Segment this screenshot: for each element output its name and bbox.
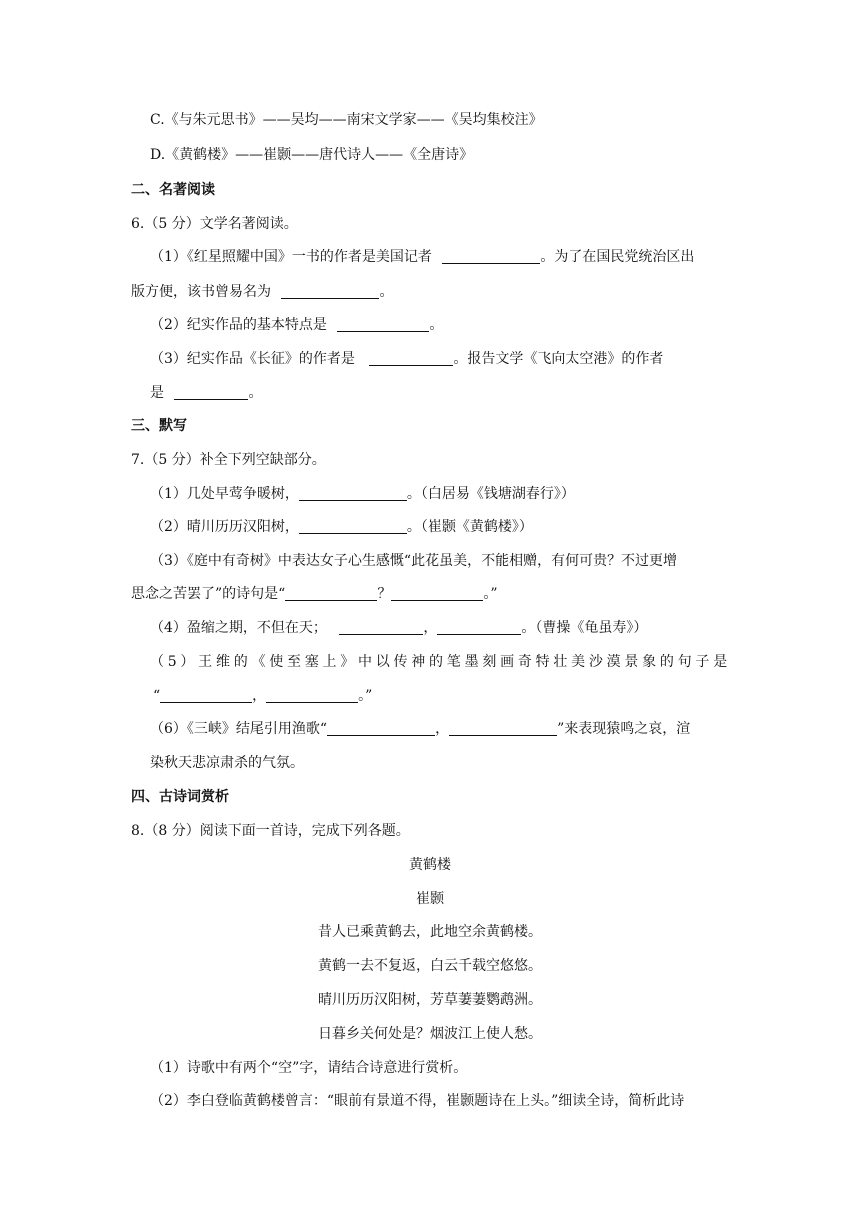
poem-author: 崔颢 <box>416 891 444 907</box>
answer-blank[interactable] <box>174 385 248 400</box>
poem-line: 黄鹤一去不复返，白云千载空悠悠。 <box>318 958 542 974</box>
poem-title: 黄鹤楼 <box>409 857 451 873</box>
answer-blank[interactable] <box>299 519 407 534</box>
answer-blank[interactable] <box>437 620 521 635</box>
q7-part-5-cont: “ ， 。” <box>153 688 373 704</box>
q7-part-3: （3）《庭中有奇树》中表达女子心生感慨“此花虽美，不能相赠，有何可贵？不过更增 <box>150 553 678 569</box>
answer-blank[interactable] <box>266 688 358 703</box>
q6-part-1: （1）《红星照耀中国》一书的作者是美国记者 。为了在国民党统治区出 <box>150 249 695 265</box>
q8-sub-2: （2）李白登临黄鹤楼曾言：“眼前有景道不得，崔颢题诗在上头。”细读全诗，简析此诗 <box>150 1093 685 1109</box>
answer-blank[interactable] <box>337 317 429 332</box>
q7-part-2: （2）晴川历历汉阳树， 。（崔颢《黄鹤楼》） <box>150 519 533 535</box>
answer-blank[interactable] <box>369 351 453 366</box>
q8-sub-1: （1）诗歌中有两个“空”字，请结合诗意进行赏析。 <box>150 1060 468 1076</box>
poem-line: 晴川历历汉阳树，芳草萋萋鹦鹉洲。 <box>318 992 542 1008</box>
q6-part-3-cont: 是 。 <box>150 385 263 401</box>
q7-part-4: （4）盈缩之期，不但在天； ， 。（曹操《龟虽寿》） <box>150 620 648 636</box>
option-d: D.《黄鹤楼》——崔颢——唐代诗人——《全唐诗》 <box>150 147 474 163</box>
answer-blank[interactable] <box>449 721 557 736</box>
answer-blank[interactable] <box>281 284 379 299</box>
q7-part-5: （5）王维的《使至塞上》中以传神的笔墨刻画奇特壮美沙漠景象的句子是 <box>150 654 730 670</box>
q7-part-6-cont: 染秋天悲凉肃杀的气氛。 <box>150 755 304 771</box>
question-6-stem: 6.（5 分）文学名著阅读。 <box>131 216 298 232</box>
q7-part-3-cont: 思念之苦罢了”的诗句是“ ？ 。” <box>131 586 498 602</box>
poem-line: 日暮乡关何处是？烟波江上使人愁。 <box>318 1026 542 1042</box>
q7-part-6: （6）《三峡》结尾引用渔歌“ ， ”来表现猿鸣之哀，渲 <box>150 721 691 737</box>
answer-blank[interactable] <box>391 586 483 601</box>
answer-blank[interactable] <box>285 586 377 601</box>
question-8-stem: 8.（8 分）阅读下面一首诗，完成下列各题。 <box>131 823 410 839</box>
answer-blank[interactable] <box>442 249 540 264</box>
answer-blank[interactable] <box>327 721 435 736</box>
answer-blank[interactable] <box>299 486 407 501</box>
section-heading-4: 四、古诗词赏析 <box>131 789 229 805</box>
poem-line: 昔人已乘黄鹤去，此地空余黄鹤楼。 <box>318 924 542 940</box>
section-heading-3: 三、默写 <box>131 418 187 434</box>
q7-part-1: （1）几处早莺争暖树， 。（白居易《钱塘湖春行》） <box>150 486 575 502</box>
q6-part-1-cont: 版方便，该书曾易名为 。 <box>131 284 394 300</box>
answer-blank[interactable] <box>339 620 423 635</box>
q6-part-2: （2）纪实作品的基本特点是 。 <box>150 317 444 333</box>
q6-part-3: （3）纪实作品《长征》的作者是 。报告文学《飞向太空港》的作者 <box>150 351 664 367</box>
section-heading-2: 二、名著阅读 <box>131 182 215 198</box>
option-c: C.《与朱元思书》——吴均——南宋文学家——《吴均集校注》 <box>150 112 543 128</box>
question-7-stem: 7.（5 分）补全下列空缺部分。 <box>131 452 326 468</box>
answer-blank[interactable] <box>160 688 252 703</box>
